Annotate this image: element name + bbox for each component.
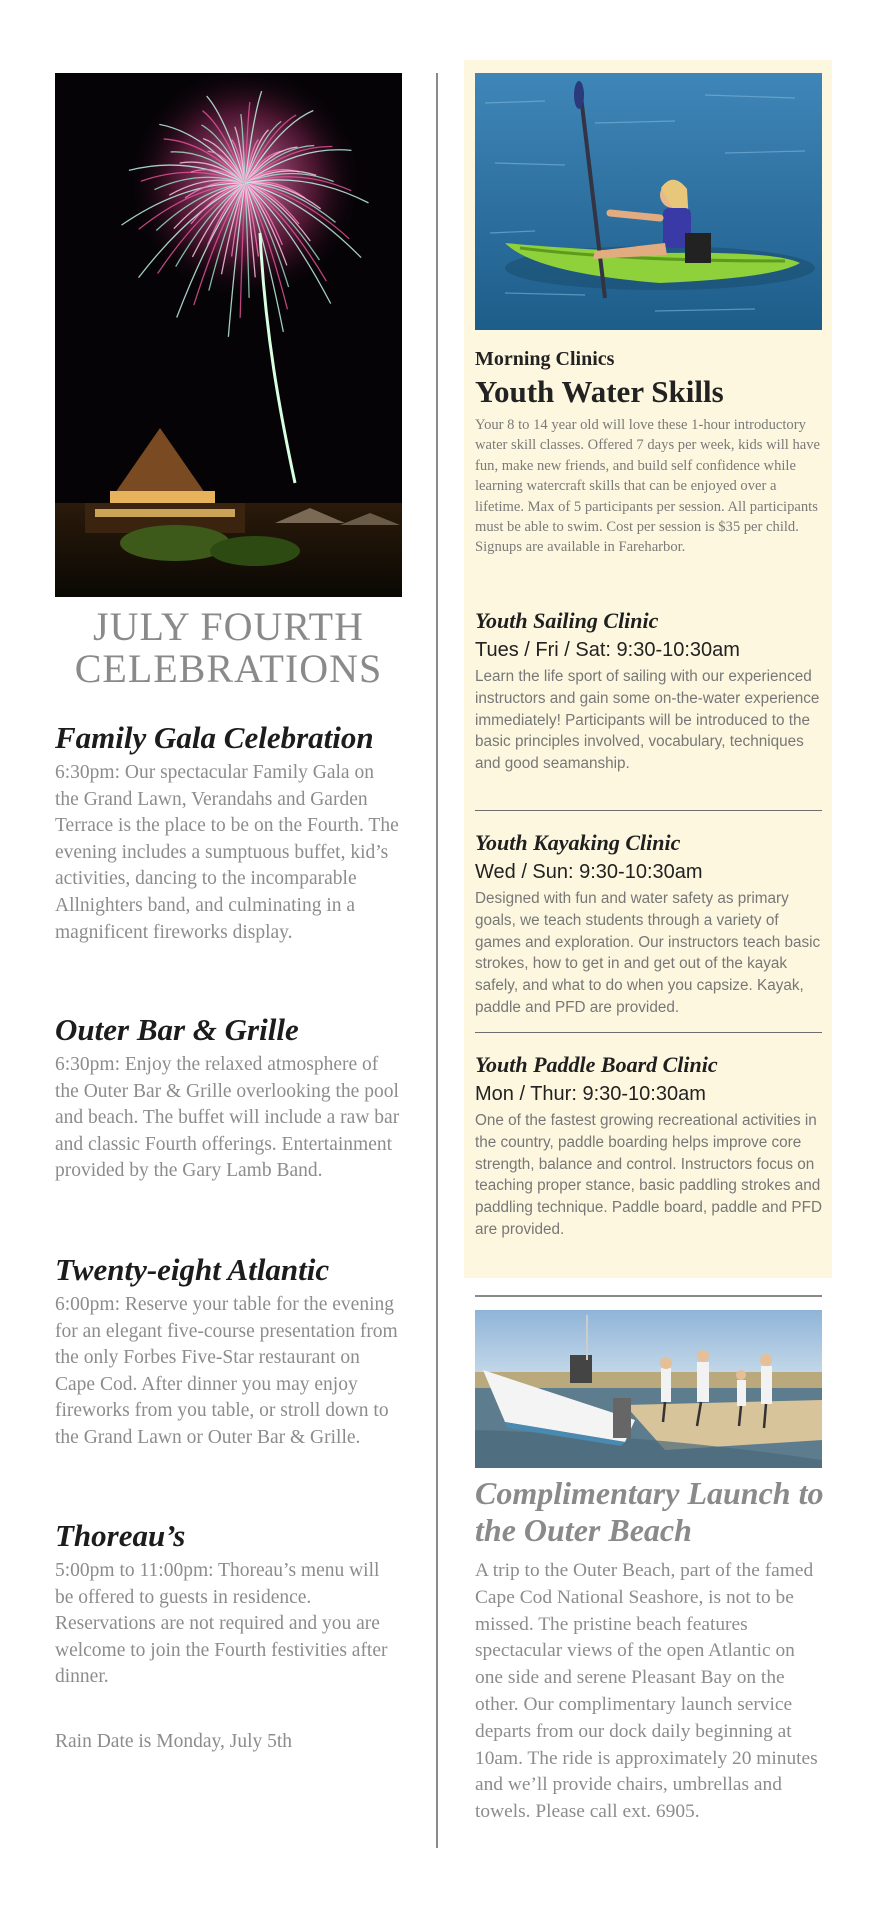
clinic-title: Youth Kayaking Clinic	[475, 830, 681, 855]
clinic-description: One of the fastest growing recreational activities in the country, paddle boarding helps improve core strength, balance and control. Instructors focus on teaching proper stance, basic paddling strokes and paddling technique. Paddle board, paddle and PFD are provided.	[475, 1112, 822, 1238]
venue-outer-bar	[55, 1012, 400, 1185]
section-divider	[475, 1295, 822, 1297]
section-divider	[475, 810, 822, 811]
clinic-description: Learn the life sport of sailing with our experienced instructors and gain some on-the-water experience immediately! Participants will be introduced to the basic principles involved, vocabulary, techniques and good seamanship.	[475, 668, 820, 773]
clinic-schedule: Tues / Fri / Sat: 9:30-10:30am	[475, 639, 740, 661]
venue-title: Twenty-eight Atlantic	[55, 1252, 330, 1287]
morning-clinics-label: Morning Clinics	[475, 348, 615, 370]
youth-water-skills	[475, 348, 825, 558]
venue-description: 5:00pm to 11:00pm: Thoreau’s menu will be offered to guests in residence. Reservations are not required and you are welcome to join the Fourth festivities after dinner.	[55, 1560, 388, 1688]
venue-title: Family Gala Celebration	[55, 720, 374, 755]
venue-family-gala	[55, 720, 400, 946]
clinic-kayaking	[475, 830, 825, 1019]
clinic-sailing	[475, 608, 825, 775]
clinic-schedule: Wed / Sun: 9:30-10:30am	[475, 861, 703, 883]
clinic-paddle-board	[475, 1052, 825, 1241]
clinic-title: Youth Paddle Board Clinic	[475, 1052, 718, 1077]
venue-description: 6:30pm: Enjoy the relaxed atmosphere of the Outer Bar & Grille overlooking the pool and beach. The buffet will include a raw bar and classic Fourth offerings. Entertainment provided by the Gary Lamb Band.	[55, 1054, 400, 1182]
beach-photo	[475, 1310, 822, 1468]
fireworks-photo	[55, 73, 402, 597]
venue-thoreaus	[55, 1518, 400, 1691]
page-title: JULY FOURTH CELEBRATIONS	[74, 604, 383, 691]
rain-date-note: Rain Date is Monday, July 5th	[55, 1731, 293, 1752]
launch-title: Complimentary Launch to the Outer Beach	[475, 1475, 824, 1548]
venue-title: Outer Bar & Grille	[55, 1012, 299, 1047]
clinic-title: Youth Sailing Clinic	[475, 608, 659, 633]
water-skills-title: Youth Water Skills	[475, 374, 724, 409]
venue-title: Thoreau’s	[55, 1518, 186, 1553]
section-divider	[475, 1032, 822, 1033]
venue-description: 6:00pm: Reserve your table for the evening for an elegant five-course presentation from the only Forbes Five-Star restaurant on Cape Cod. After dinner you may enjoy fireworks from you table, or stroll down to the Grand Lawn or Outer Bar & Grille.	[55, 1294, 398, 1448]
venue-description: 6:30pm: Our spectacular Family Gala on the Grand Lawn, Verandahs and Garden Terrace is the place to be on the Fourth. The evening includes a sumptuous buffet, kid’s activities, dancing to the incomparable Allnighters band, and culminating in a magnificent fireworks display.	[55, 762, 399, 943]
clinic-description: Designed with fun and water safety as primary goals, we teach students through a variety of games and exploration. Our instructors teach basic strokes, how to get in and get out of the kayak safely, and what to do when you capsize. Kayak, paddle and PFD are provided.	[475, 890, 821, 1016]
column-divider	[436, 73, 438, 1848]
venue-twenty-eight-atlantic	[55, 1252, 400, 1452]
clinic-schedule: Mon / Thur: 9:30-10:30am	[475, 1083, 706, 1105]
water-skills-description: Your 8 to 14 year old will love these 1-hour introductory water skill classes. Offered 7 days per week, kids will have fun, make new friends, and build self confidence while learning watercraft skills that can be enjoyed over a lifetime. Max of 5 participants per session. All participants must be able to swim. Cost per session is $35 per child. Signups are available in Fareharbor.	[475, 417, 821, 556]
kayak-photo	[475, 73, 822, 330]
launch-description: A trip to the Outer Beach, part of the famed Cape Cod National Seashore, is not to be missed. The pristine beach features spectacular views of the open Atlantic on one side and serene Pleasant Bay on the other. Our complimentary launch service departs from our dock daily beginning at 10am. The ride is approximately 20 minutes and we’ll provide chairs, umbrellas and towels. Please call ext. 6905.	[475, 1560, 818, 1823]
